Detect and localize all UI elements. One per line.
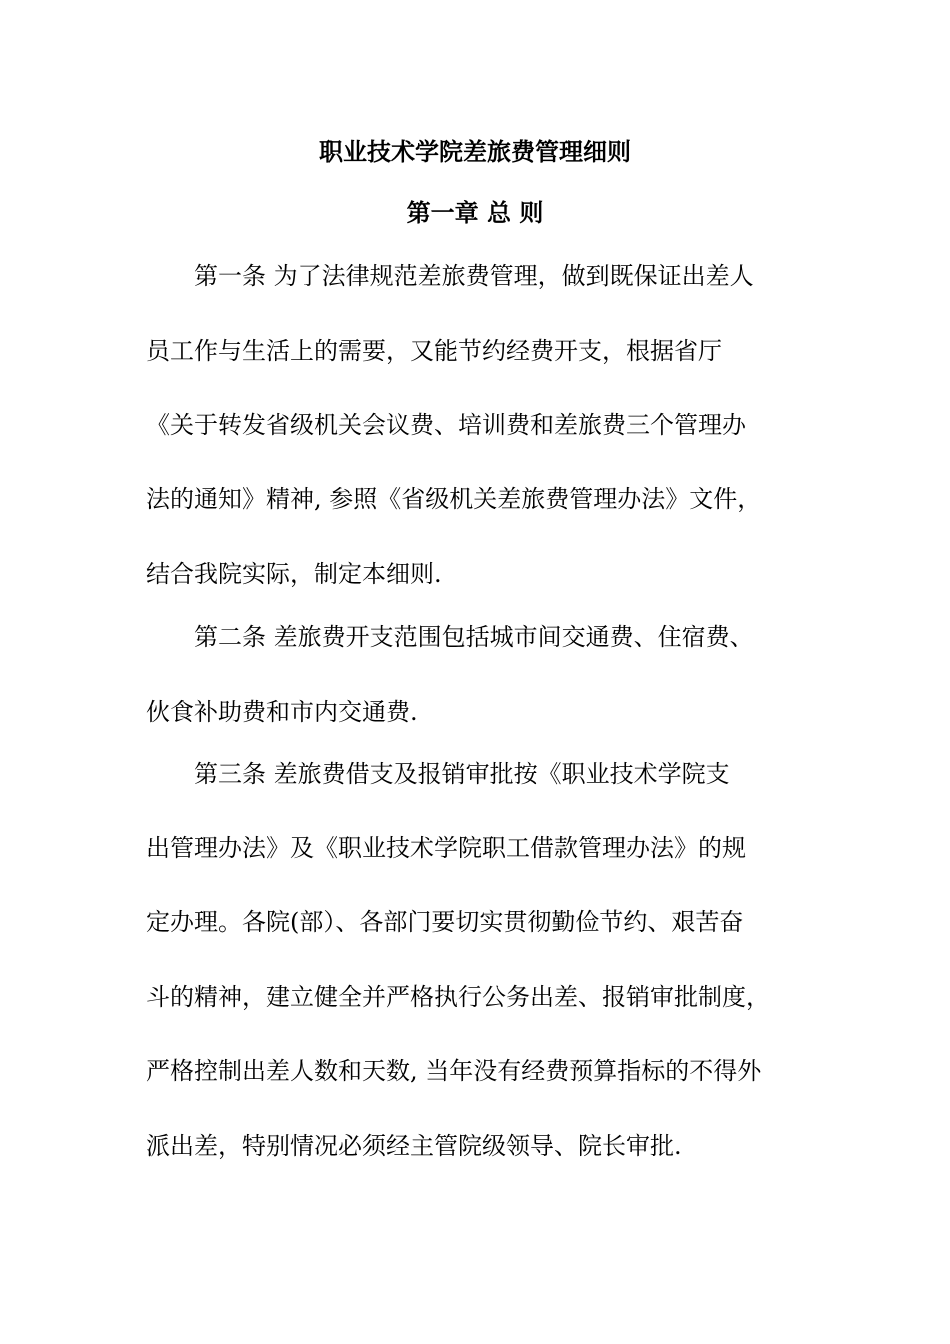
article-3-line-3: 定办理。各院(部）、各部门要切实贯彻勤俭节约、艰苦奋	[146, 908, 744, 936]
article-1-line-4: 法的通知》精神, 参照《省级机关差旅费管理办法》文件，	[146, 485, 762, 513]
article-1-line-3: 《关于转发省级机关会议费、培训费和差旅费三个管理办	[146, 411, 746, 439]
article-3-line-4: 斗的精神，建立健全并严格执行公务出差、报销审批制度，	[146, 983, 770, 1011]
article-1-line-2: 员工作与生活上的需要，又能节约经费开支，根据省厅	[146, 337, 722, 365]
article-3-line-6: 派出差，特别情况必须经主管院级领导、院长审批.	[146, 1132, 682, 1160]
article-3-line-1: 第三条 差旅费借支及报销审批按《职业技术学院支	[194, 760, 730, 788]
article-3-line-5: 严格控制出差人数和天数, 当年没有经费预算指标的不得外	[146, 1057, 762, 1085]
article-1-line-1: 第一条 为了法律规范差旅费管理，做到既保证出差人	[194, 262, 754, 290]
article-2-line-2: 伙食补助费和市内交通费.	[146, 698, 418, 726]
document-title: 职业技术学院差旅费管理细则	[319, 137, 631, 166]
article-2-line-1: 第二条 差旅费开支范围包括城市间交通费、住宿费、	[194, 623, 754, 651]
article-3-line-2: 出管理办法》及《职业技术学院职工借款管理办法》的规	[146, 834, 746, 862]
article-1-line-5: 结合我院实际，制定本细则.	[146, 560, 442, 588]
chapter-heading: 第一章 总 则	[406, 198, 544, 227]
